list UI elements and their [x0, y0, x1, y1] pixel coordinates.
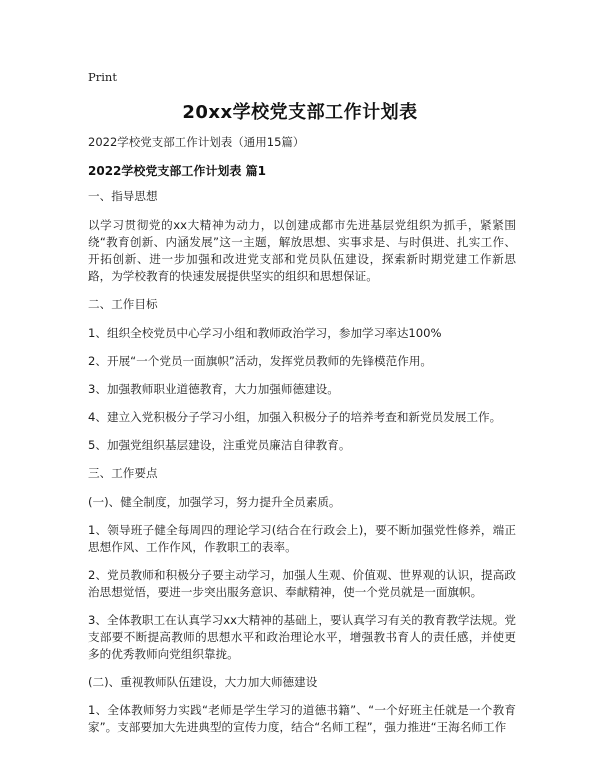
document-subtitle: 2022学校党支部工作计划表（通用15篇） — [88, 135, 305, 149]
subheading-system-learning: (一)、健全制度，加强学习，努力提升全员素质。 — [88, 495, 341, 509]
point-item: 1、全体教师努力实践“老师是学生学习的道德书籍”、“一个好班主任就是一个教育家”。支部要加大先进典型的宣传力度，结合“名师工程”，强力推进“王海名师工作 — [88, 703, 516, 734]
point-item: 3、全体教职工在认真学习xx大精神的基础上，要认真学习有关的教育教学法规。党支部要不断提高教师的思想水平和政治理论水平，增强教书育人的责任感，并使更多的优秀教师向党组织靠拢。 — [88, 613, 516, 661]
goal-item: 4、建立入党积极分子学习小组，加强入积极分子的培养考查和新党员发展工作。 — [88, 410, 502, 424]
goal-item: 5、加强党组织基层建设，注重党员廉洁自律教育。 — [88, 438, 351, 452]
document-title: 20xx学校党支部工作计划表 — [182, 102, 418, 123]
subheading-teacher-team: (二)、重视教师队伍建设，大力加大师德建设 — [88, 675, 318, 689]
point-item: 1、领导班子健全每周四的理论学习(结合在行政会上)，要不断加强党性修养，端正思想作风、工作作风，作教职工的表率。 — [88, 523, 516, 554]
goal-item: 3、加强教师职业道德教育，大力加强师德建设。 — [88, 382, 339, 396]
goal-item: 1、组织全校党员中心学习小组和教师政治学习，参加学习率达100% — [88, 326, 442, 340]
document-body — [88, 188, 516, 746]
print-link[interactable]: Print — [88, 70, 117, 84]
goal-item: 2、开展“一个党员一面旗帜”活动，发挥党员教师的先锋模范作用。 — [88, 354, 433, 368]
heading-guiding-ideology: 一、指导思想 — [88, 189, 158, 203]
heading-work-points: 三、工作要点 — [88, 466, 158, 480]
point-item: 2、党员教师和积极分子要主动学习，加强人生观、价值观、世界观的认识，提高政治思想觉悟，要进一步突出服务意识、奉献精神，使一个党员就是一面旗帜。 — [88, 568, 516, 599]
paragraph-guiding-ideology: 以学习贯彻党的xx大精神为动力，以创建成都市先进基层党组织为抓手，紧紧围绕“教育创新、内涵发展”这一主题，解放思想、实事求是、与时俱进、扎实工作、开拓创新、进一步加强和改进党支部和党员队伍建设，探索新时期党建工作新思路，为学校教育的快速发展提供坚实的组织和思想保证。 — [88, 218, 516, 283]
heading-work-goals: 二、工作目标 — [88, 297, 158, 311]
section-heading: 2022学校党支部工作计划表 篇1 — [88, 164, 266, 178]
